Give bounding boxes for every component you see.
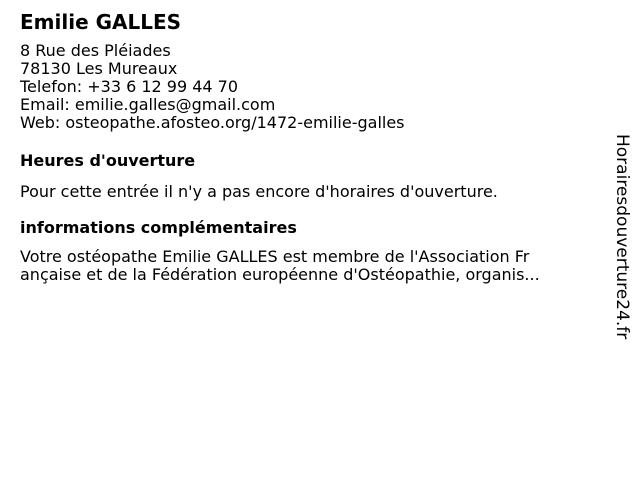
info-heading: informations complémentaires: [20, 218, 297, 237]
listing-name: Emilie GALLES: [20, 10, 182, 34]
web-line: Web: osteopathe.afosteo.org/1472-emilie-galles: [20, 113, 405, 132]
hours-text: Pour cette entrée il n'y a pas encore d'horaires d'ouverture.: [20, 182, 498, 201]
email-line: Email: emilie.galles@gmail.com: [20, 95, 276, 114]
site-watermark: Horairesdouverture24.fr: [612, 134, 632, 340]
listing-card: [20, 8, 600, 284]
hours-heading: Heures d'ouverture: [20, 151, 196, 170]
info-description-line-1: Votre ostéopathe Emilie GALLES est membre de l'Association Fr: [20, 247, 530, 266]
phone-line: Telefon: +33 6 12 99 44 70: [20, 77, 239, 96]
address-city: 78130 Les Mureaux: [20, 59, 178, 78]
info-description: [20, 248, 600, 284]
address-street: 8 Rue des Pléiades: [20, 41, 171, 60]
contact-block: [20, 42, 600, 132]
info-description-line-2: ançaise et de la Fédération européenne d'Ostéopathie, organis...: [20, 265, 540, 284]
